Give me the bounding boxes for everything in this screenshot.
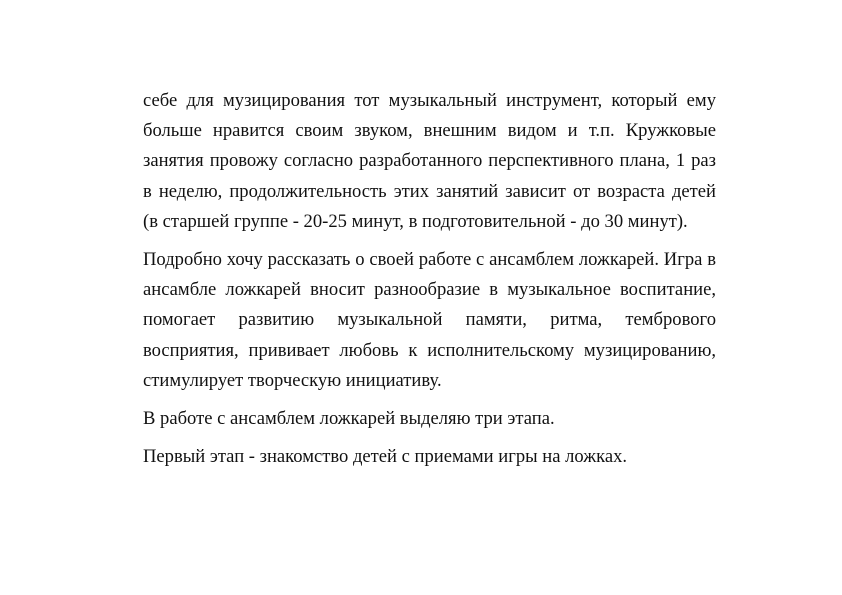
paragraph-2: Подробно хочу рассказать о своей работе с ансамблем ложкарей. Игра в ансамбле ложкарей вносит разнообразие в музыкальное воспитание, помогает развитию музыкальной памяти, ритма, тембрового восприятия, прививает любовь к исполнительскому музицированию, стимулирует творческую инициативу. [143,249,716,391]
paragraph-4: Первый этап - знакомство детей с приемами игры на ложках. [143,446,628,468]
paragraph-3: В работе с ансамблем ложкарей выделяю три этапа. [143,408,555,430]
paragraph-1: себе для музицирования тот музыкальный инструмент, который ему больше нравится своим звуком, внешним видом и т.п. Кружковые занятия провожу согласно разработанного перспективного плана, 1 раз в неделю, продолжительность этих занятий зависит от возраста детей (в старшей группе - 20-25 минут, в подготовительной - до 30 минут). [143,90,716,232]
document-body [143,86,716,480]
